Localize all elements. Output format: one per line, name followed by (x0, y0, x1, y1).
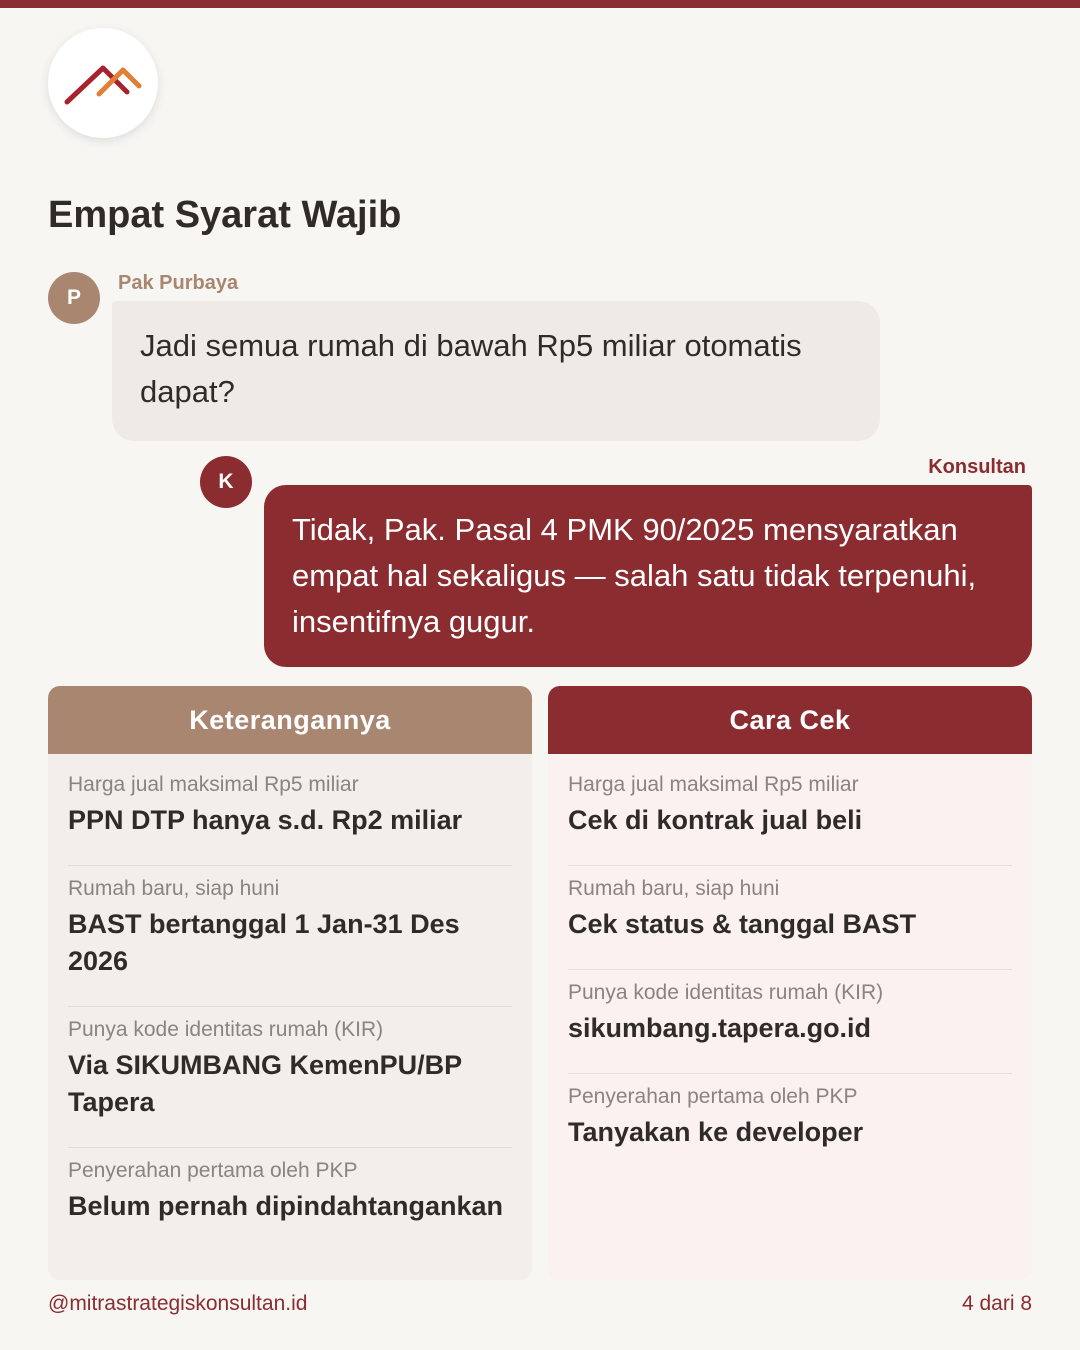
top-accent-bar (0, 0, 1080, 8)
requirement-explanation: Via SIKUMBANG KemenPU/BP Tapera (68, 1050, 462, 1117)
explanation-card-body (48, 754, 532, 1251)
list-item (568, 876, 1012, 970)
list-item (68, 1017, 512, 1148)
list-item (568, 1084, 1012, 1177)
list-item (68, 772, 512, 866)
requirement-label: Rumah baru, siap huni (68, 877, 280, 900)
page-title: Empat Syarat Wajib (48, 194, 402, 236)
check-method: Cek di kontrak jual beli (568, 805, 863, 835)
mountain-peaks-logo-icon (63, 58, 143, 108)
requirement-explanation: Belum pernah dipindahtangankan (68, 1191, 504, 1221)
list-item (68, 1158, 512, 1251)
consultant-name: Konsultan (928, 456, 1026, 478)
list-item (568, 772, 1012, 866)
requirement-label: Rumah baru, siap huni (568, 877, 780, 900)
list-item (68, 876, 512, 1007)
user-name: Pak Purbaya (118, 272, 239, 294)
list-item (568, 980, 1012, 1074)
how-to-check-card-header: Cara Cek (548, 686, 1032, 754)
requirement-label: Harga jual maksimal Rp5 miliar (68, 773, 359, 796)
page-indicator: 4 dari 8 (961, 1292, 1032, 1315)
explanation-card (48, 686, 532, 1280)
how-to-check-card (548, 686, 1032, 1280)
check-method: sikumbang.tapera.go.id (568, 1013, 872, 1043)
account-handle: @mitrastrategiskonsultan.id (48, 1292, 308, 1315)
consultant-avatar: K (200, 456, 252, 508)
requirement-explanation: BAST bertanggal 1 Jan-31 Des 2026 (68, 909, 460, 976)
check-method: Cek status & tanggal BAST (568, 909, 917, 939)
requirement-label: Penyerahan pertama oleh PKP (68, 1159, 358, 1182)
requirement-label: Harga jual maksimal Rp5 miliar (568, 773, 859, 796)
brand-logo (48, 28, 158, 138)
user-message-bubble: Jadi semua rumah di bawah Rp5 miliar otomatis dapat? (112, 301, 880, 441)
requirement-label: Penyerahan pertama oleh PKP (568, 1085, 858, 1108)
check-method: Tanyakan ke developer (568, 1117, 864, 1147)
how-to-check-card-body (548, 754, 1032, 1177)
explanation-card-header: Keterangannya (48, 686, 532, 754)
user-avatar: P (48, 272, 100, 324)
requirement-label: Punya kode identitas rumah (KIR) (568, 981, 884, 1004)
requirement-label: Punya kode identitas rumah (KIR) (68, 1018, 384, 1041)
requirement-explanation: PPN DTP hanya s.d. Rp2 miliar (68, 805, 463, 835)
consultant-message-bubble: Tidak, Pak. Pasal 4 PMK 90/2025 mensyaratkan empat hal sekaligus — salah satu tidak terpenuhi, insentifnya gugur. (264, 485, 1032, 667)
